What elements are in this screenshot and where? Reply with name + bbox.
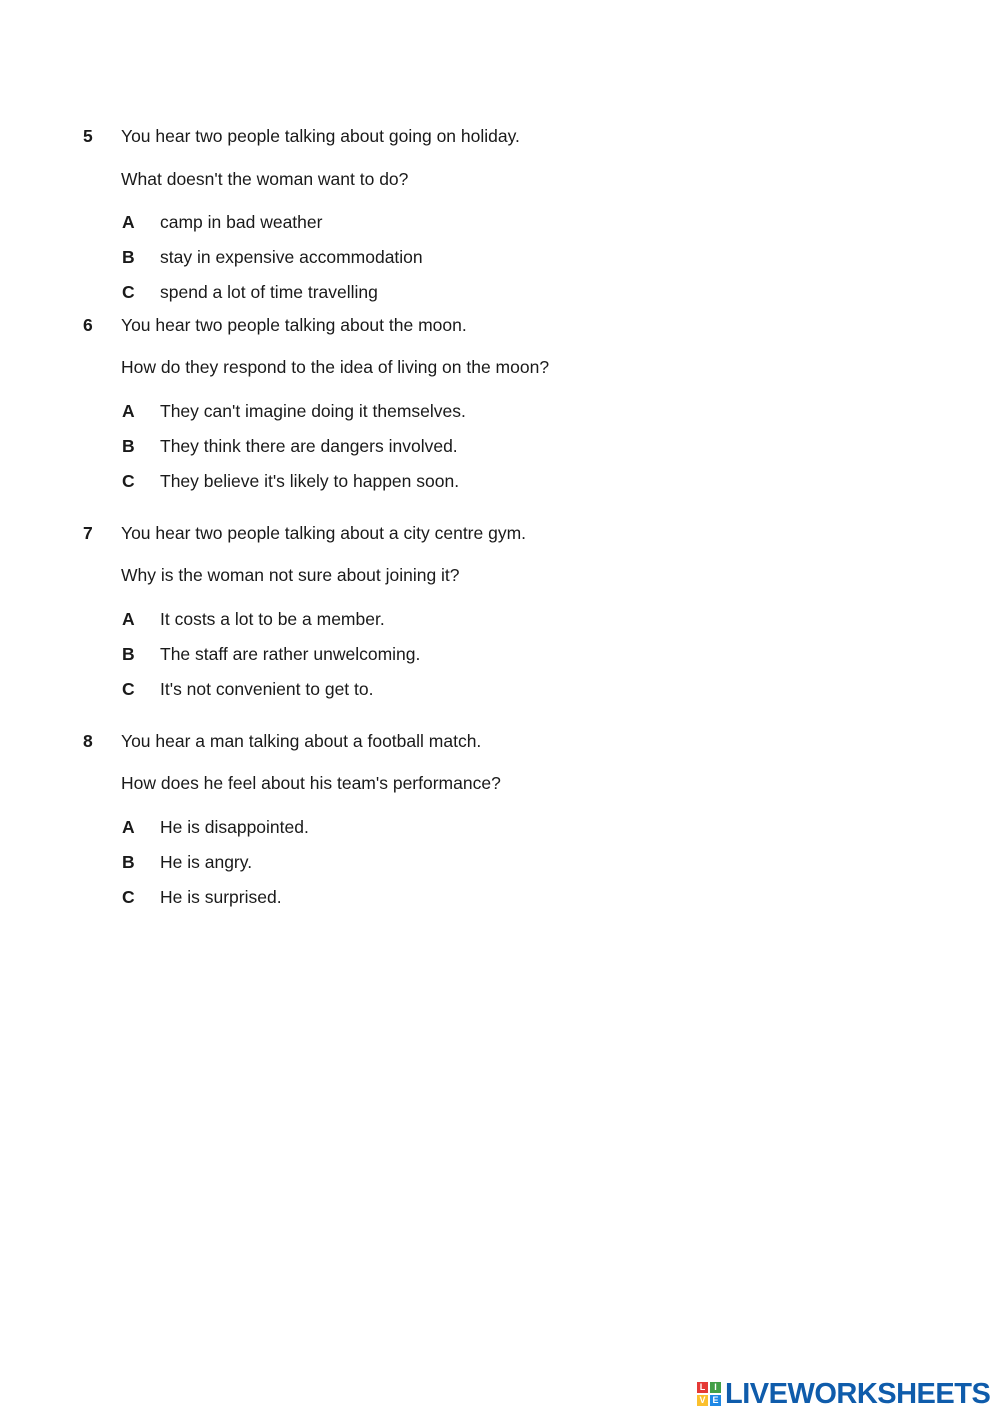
question-number: 7 (83, 523, 93, 543)
question-prompt: What doesn't the woman want to do? (121, 169, 409, 189)
option-letter-c: C (122, 887, 135, 907)
question-number: 8 (83, 731, 93, 751)
logo-mark-icon (697, 1382, 721, 1406)
option-letter-a: A (122, 817, 135, 837)
option-text-c[interactable]: He is surprised. (160, 887, 282, 907)
option-letter-c: C (122, 282, 135, 302)
logo-mark-tile: L (697, 1382, 708, 1393)
liveworksheets-logo (697, 1378, 990, 1410)
question-prompt: How do they respond to the idea of living on the moon? (121, 357, 550, 377)
option-letter-c: C (122, 471, 135, 491)
option-text-a[interactable]: They can't imagine doing it themselves. (160, 401, 466, 421)
option-text-b[interactable]: stay in expensive accommodation (160, 247, 423, 267)
option-text-b[interactable]: They think there are dangers involved. (160, 436, 458, 456)
question-stem: You hear two people talking about the moon. (121, 315, 467, 335)
option-letter-b: B (122, 644, 135, 664)
option-text-b[interactable]: He is angry. (160, 852, 253, 872)
option-letter-a: A (122, 609, 135, 629)
option-letter-a: A (122, 401, 135, 421)
option-text-c[interactable]: It's not convenient to get to. (160, 679, 374, 699)
option-letter-a: A (122, 212, 135, 232)
logo-mark-tile: V (697, 1395, 708, 1406)
option-letter-b: B (122, 436, 135, 456)
option-letter-c: C (122, 679, 135, 699)
question-number: 6 (83, 315, 93, 335)
question-stem: You hear two people talking about going on holiday. (121, 126, 520, 146)
option-letter-b: B (122, 852, 135, 872)
option-text-a[interactable]: It costs a lot to be a member. (160, 609, 385, 629)
logo-mark-tile: I (710, 1382, 721, 1393)
logo-mark-tile: E (710, 1395, 721, 1406)
logo-wordmark: LIVEWORKSHEETS (725, 1378, 991, 1410)
question-stem: You hear two people talking about a city centre gym. (121, 523, 527, 543)
option-text-c[interactable]: spend a lot of time travelling (160, 282, 378, 302)
question-prompt: How does he feel about his team's performance? (121, 773, 501, 793)
question-prompt: Why is the woman not sure about joining it? (121, 565, 460, 585)
option-text-a[interactable]: He is disappointed. (160, 817, 309, 837)
option-letter-b: B (122, 247, 135, 267)
option-text-b[interactable]: The staff are rather unwelcoming. (160, 644, 421, 664)
question-stem: You hear a man talking about a football match. (121, 731, 482, 751)
question-number: 5 (83, 126, 93, 146)
option-text-c[interactable]: They believe it's likely to happen soon. (160, 471, 460, 491)
option-text-a[interactable]: camp in bad weather (160, 212, 323, 232)
